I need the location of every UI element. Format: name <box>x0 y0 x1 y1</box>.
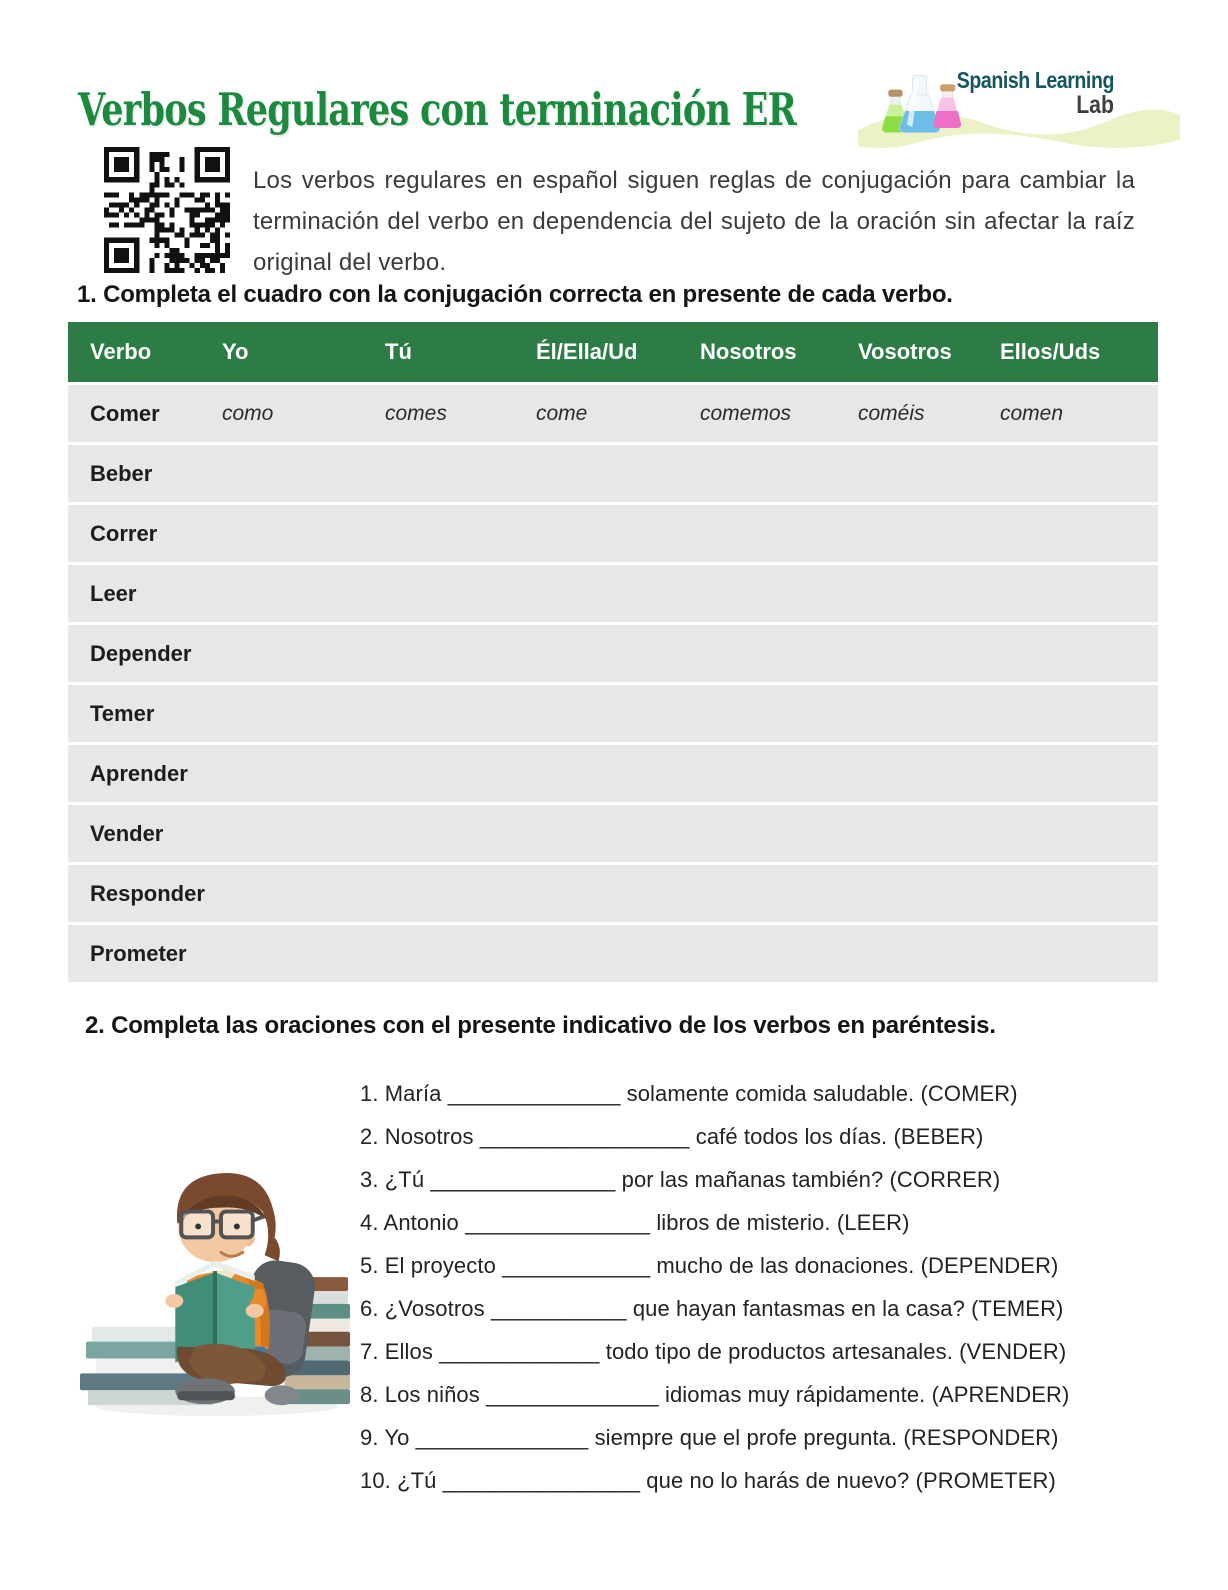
page-title: Verbos Regulares con terminación ER <box>78 83 797 136</box>
column-header: Ellos/Uds <box>1000 339 1101 364</box>
table-header-row <box>68 322 1158 382</box>
verb-cell: Comer <box>90 400 160 426</box>
sentence-item: 2. Nosotros _________________ café todos los días. (BEBER) <box>360 1124 984 1149</box>
verb-cell: Responder <box>90 880 205 906</box>
sentence-list <box>360 1072 1160 1502</box>
table-row <box>68 385 1158 442</box>
table-row <box>68 925 1158 982</box>
conjugation-cell: coméis <box>858 401 925 425</box>
sentence-item: 1. María ______________ solamente comida saludable. (COMER) <box>360 1081 1018 1106</box>
brand-logo <box>858 56 1180 160</box>
verb-cell: Leer <box>90 580 137 606</box>
brand-name <box>929 68 1114 118</box>
table-row <box>68 685 1158 742</box>
sentence-item: 10. ¿Tú ________________ que no lo harás de nuevo? (PROMETER) <box>360 1468 1056 1493</box>
conjugation-cell: comen <box>1000 401 1064 425</box>
column-header: Tú <box>385 339 412 364</box>
verb-cell: Correr <box>90 520 158 546</box>
conjugation-cell: come <box>536 401 588 425</box>
table-row <box>68 745 1158 802</box>
verb-cell: Beber <box>90 460 153 486</box>
table-row <box>68 805 1158 862</box>
column-header: Vosotros <box>858 339 952 364</box>
verb-cell: Prometer <box>90 940 187 966</box>
table-row <box>68 505 1158 562</box>
conjugation-cell: comemos <box>700 401 792 425</box>
verb-cell: Aprender <box>90 760 188 786</box>
brand-name-line2: Lab <box>1076 91 1114 120</box>
sentence-item: 7. Ellos _____________ todo tipo de productos artesanales. (VENDER) <box>360 1339 1067 1364</box>
column-header: Yo <box>222 339 249 364</box>
table-row <box>68 445 1158 502</box>
sentence-item: 3. ¿Tú _______________ por las mañanas también? (CORRER) <box>360 1167 1001 1192</box>
column-header: Nosotros <box>700 339 797 364</box>
intro-paragraph: Los verbos regulares en español siguen reglas de conjugación para cambiar la terminación del verbo en dependencia del sujeto de la oración sin afectar la raíz original del verbo. <box>253 167 1135 276</box>
brand-name-line1: Spanish Learning <box>956 67 1114 93</box>
sentence-item: 8. Los niños ______________ idiomas muy rápidamente. (APRENDER) <box>360 1382 1070 1407</box>
sentence-item: 9. Yo ______________ siempre que el profe pregunta. (RESPONDER) <box>360 1425 1059 1450</box>
table-row <box>68 565 1158 622</box>
table-row <box>68 865 1158 922</box>
boy-reading-illustration <box>78 1148 356 1430</box>
column-header: Verbo <box>90 339 152 364</box>
verb-cell: Temer <box>90 700 155 726</box>
conjugation-table <box>68 322 1158 982</box>
conjugation-cell: como <box>222 401 274 425</box>
verb-cell: Vender <box>90 820 164 846</box>
column-header: Él/Ella/Ud <box>536 339 638 364</box>
table-row <box>68 625 1158 682</box>
sentence-item: 5. El proyecto ____________ mucho de las donaciones. (DEPENDER) <box>360 1253 1059 1278</box>
verb-cell: Depender <box>90 640 192 666</box>
section1-heading: 1. Completa el cuadro con la conjugación correcta en presente de cada verbo. <box>77 281 953 308</box>
table-body <box>68 385 1158 982</box>
sentence-item: 6. ¿Vosotros ___________ que hayan fantasmas en la casa? (TEMER) <box>360 1296 1064 1321</box>
sentence-item: 4. Antonio _______________ libros de misterio. (LEER) <box>360 1210 910 1235</box>
section2-heading: 2. Completa las oraciones con el presente indicativo de los verbos en paréntesis. <box>85 1012 996 1039</box>
qr-code <box>104 147 230 273</box>
conjugation-cell: comes <box>385 401 447 425</box>
